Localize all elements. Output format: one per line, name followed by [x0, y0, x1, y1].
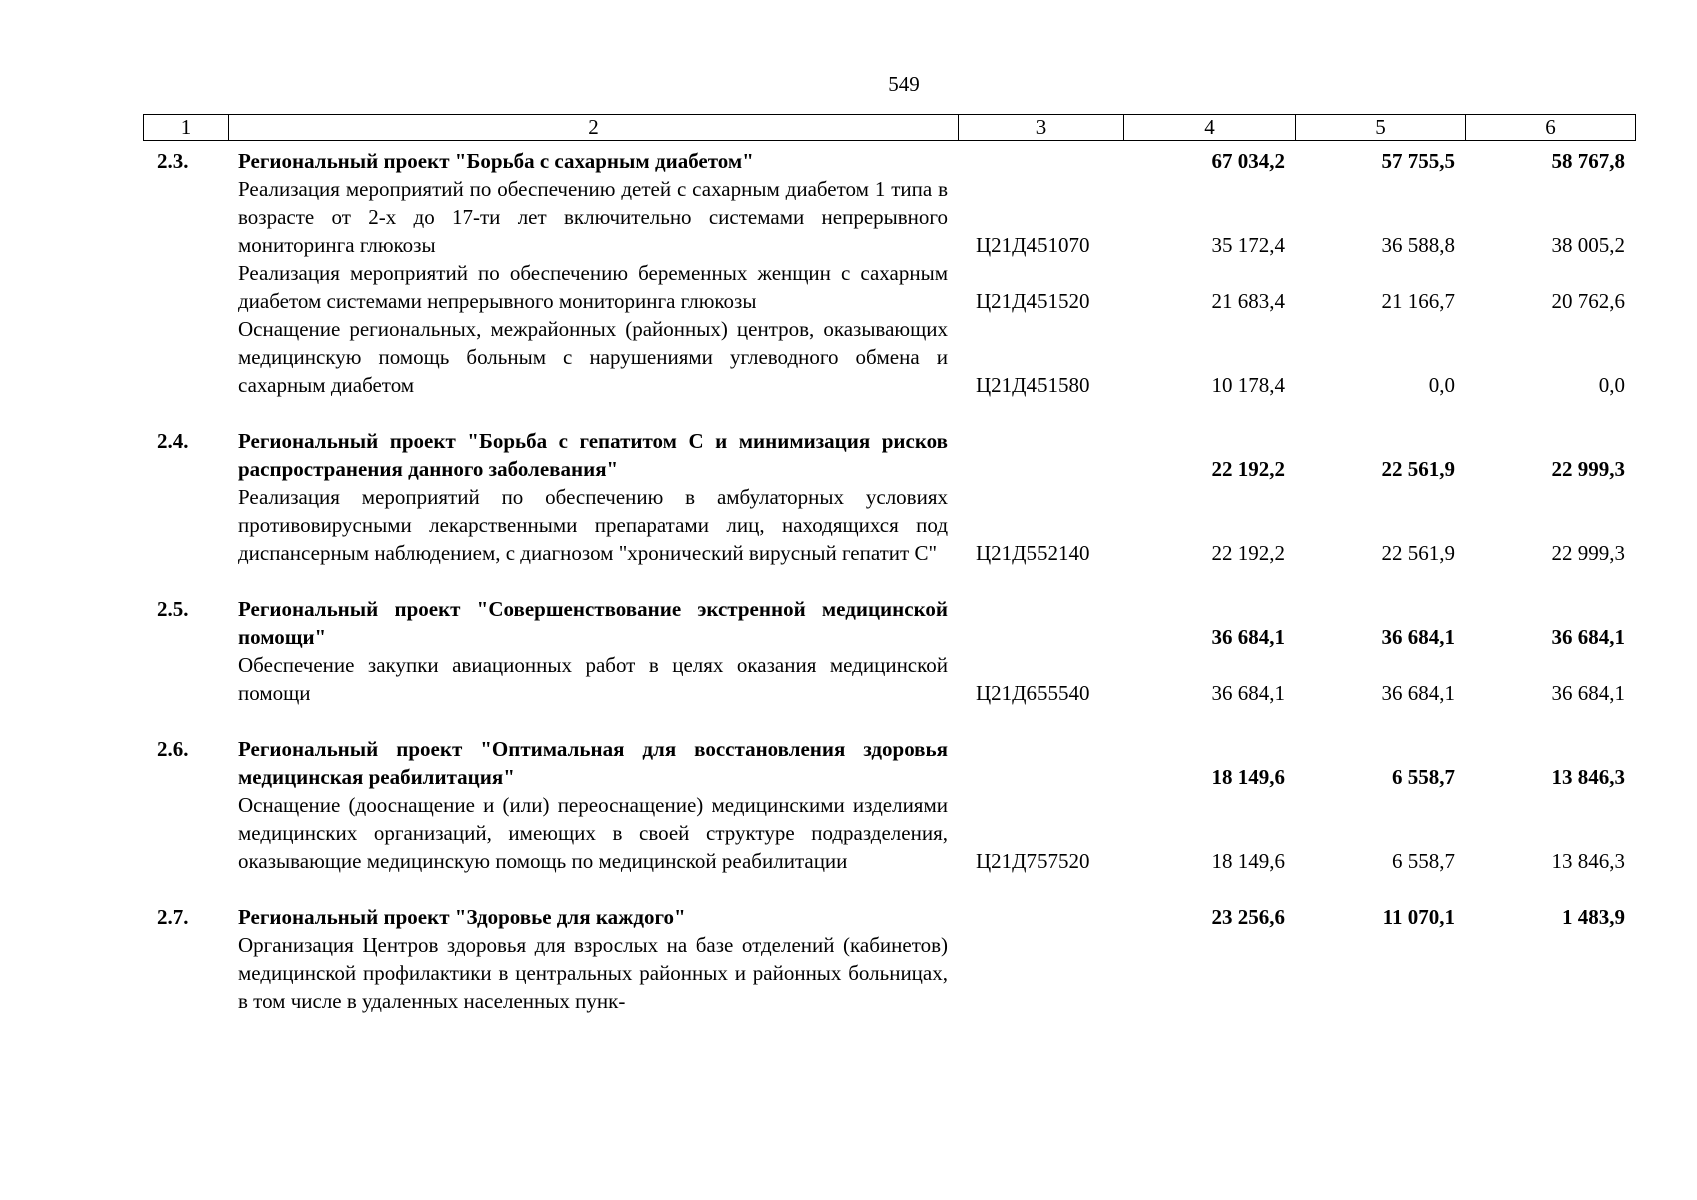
row-value-6: 36 684,1 [1551, 681, 1625, 705]
row-value-6: 36 684,1 [1551, 625, 1625, 649]
row-value-4: 35 172,4 [1211, 233, 1285, 257]
row-code: Ц21Д451520 [976, 289, 1090, 313]
row-code [958, 595, 1123, 651]
row-value-6: 22 999,3 [1551, 541, 1625, 565]
row-number [143, 931, 228, 1015]
row-description: Реализация мероприятий по обеспечению беременных женщин с сахарным диабетом системами непрерывного мониторинга глюкозы [238, 261, 948, 313]
row-description: Региональный проект "Здоровье для каждого" [238, 905, 686, 929]
row-number [143, 651, 228, 707]
row-code [958, 147, 1123, 175]
row-description: Организация Центров здоровья для взрослых на базе отделений (кабинетов) медицинской профилактики в центральных районных и районных больницах, в том числе в удаленных населенных пунк- [238, 933, 948, 1013]
column-header-6: 6 [1466, 115, 1636, 141]
column-header-row [143, 114, 1636, 141]
row-code [958, 903, 1123, 931]
row-value-4: 18 149,6 [1211, 765, 1285, 789]
row-code: Ц21Д655540 [976, 681, 1090, 705]
row-number [143, 483, 228, 567]
column-header-4: 4 [1124, 115, 1296, 141]
row-spacer [143, 567, 1635, 595]
row-description: Реализация мероприятий по обеспечению в амбулаторных условиях противовирусными лекарственными препаратами лиц, находящихся под диспансерным наблюдением, с диагнозом "хронический вирусный гепатит С" [238, 485, 948, 565]
column-header-5: 5 [1296, 115, 1466, 141]
row-value-5: 21 166,7 [1381, 289, 1455, 313]
row-value-5: 22 561,9 [1381, 541, 1455, 565]
row-description: Оснащение региональных, межрайонных (районных) центров, оказывающих медицинскую помощь больным с нарушениями углеводного обмена и сахарным диабетом [238, 317, 948, 397]
row-code: Ц21Д757520 [976, 849, 1090, 873]
row-spacer [143, 875, 1635, 903]
row-value-4: 22 192,2 [1211, 541, 1285, 565]
row-description: Региональный проект "Совершенствование экстренной медицинской помощи" [238, 597, 948, 649]
row-value-5: 6 558,7 [1392, 765, 1455, 789]
row-value-5: 0,0 [1428, 373, 1455, 397]
column-header-2: 2 [229, 115, 959, 141]
row-value-5 [1295, 931, 1465, 1015]
row-value-4: 21 683,4 [1211, 289, 1285, 313]
row-code: Ц21Д451070 [976, 233, 1090, 257]
row-value-5: 36 684,1 [1381, 681, 1455, 705]
row-code [958, 931, 1123, 1015]
row-value-4: 36 684,1 [1211, 681, 1285, 705]
row-value-6: 13 846,3 [1551, 849, 1625, 873]
row-number [143, 791, 228, 875]
table-row [143, 931, 1635, 1015]
table-row-section [143, 735, 1635, 791]
row-value-5: 36 684,1 [1381, 625, 1455, 649]
row-number: 2.7. [157, 905, 189, 929]
row-value-4 [1123, 931, 1295, 1015]
row-value-6: 1 483,9 [1562, 905, 1625, 929]
row-number: 2.3. [157, 149, 189, 173]
row-description: Реализация мероприятий по обеспечению детей с сахарным диабетом 1 типа в возрасте от 2-х до 17-ти лет включительно системами непрерывного мониторинга глюкозы [238, 177, 948, 257]
row-value-4: 36 684,1 [1211, 625, 1285, 649]
row-description: Оснащение (дооснащение и (или) переоснащение) медицинскими изделиями медицинских организаций, имеющих в своей структуре подразделения, оказывающие медицинскую помощь по медицинской реабилитации [238, 793, 948, 873]
budget-table [143, 147, 1635, 1015]
row-number [143, 315, 228, 399]
table-row-section [143, 147, 1635, 175]
row-value-6: 20 762,6 [1551, 289, 1625, 313]
row-number [143, 175, 228, 259]
table-row [143, 651, 1635, 707]
row-value-6: 13 846,3 [1551, 765, 1625, 789]
row-code: Ц21Д451580 [976, 373, 1090, 397]
table-row-section [143, 595, 1635, 651]
page-number: 549 [888, 72, 920, 96]
row-spacer [143, 399, 1635, 427]
row-spacer [143, 707, 1635, 735]
row-value-4: 18 149,6 [1211, 849, 1285, 873]
row-value-4: 10 178,4 [1211, 373, 1285, 397]
row-description: Обеспечение закупки авиационных работ в целях оказания медицинской помощи [238, 653, 948, 705]
table-row [143, 259, 1635, 315]
row-code [958, 735, 1123, 791]
table-row-section [143, 427, 1635, 483]
row-number: 2.4. [157, 429, 189, 453]
row-code: Ц21Д552140 [976, 541, 1090, 565]
row-number: 2.6. [157, 737, 189, 761]
row-number [143, 259, 228, 315]
column-header-1: 1 [144, 115, 229, 141]
row-value-5: 22 561,9 [1381, 457, 1455, 481]
row-value-4: 23 256,6 [1211, 905, 1285, 929]
row-value-6: 58 767,8 [1551, 149, 1625, 173]
row-description: Региональный проект "Борьба с сахарным диабетом" [238, 149, 754, 173]
row-value-6: 0,0 [1598, 373, 1625, 397]
row-value-6: 22 999,3 [1551, 457, 1625, 481]
row-value-6: 38 005,2 [1551, 233, 1625, 257]
table-row [143, 175, 1635, 259]
row-description: Региональный проект "Оптимальная для восстановления здоровья медицинская реабилитация" [238, 737, 948, 789]
row-value-5: 6 558,7 [1392, 849, 1455, 873]
row-value-5: 36 588,8 [1381, 233, 1455, 257]
row-code [958, 427, 1123, 483]
row-number: 2.5. [157, 597, 189, 621]
table-row [143, 483, 1635, 567]
row-value-4: 22 192,2 [1211, 457, 1285, 481]
column-header-3: 3 [959, 115, 1124, 141]
row-value-6 [1465, 931, 1635, 1015]
row-value-4: 67 034,2 [1211, 149, 1285, 173]
table-row [143, 315, 1635, 399]
row-value-5: 57 755,5 [1381, 149, 1455, 173]
table-row-section [143, 903, 1635, 931]
row-description: Региональный проект "Борьба с гепатитом С и минимизация рисков распространения данного заболевания" [238, 429, 948, 481]
row-value-5: 11 070,1 [1382, 905, 1455, 929]
table-row [143, 791, 1635, 875]
